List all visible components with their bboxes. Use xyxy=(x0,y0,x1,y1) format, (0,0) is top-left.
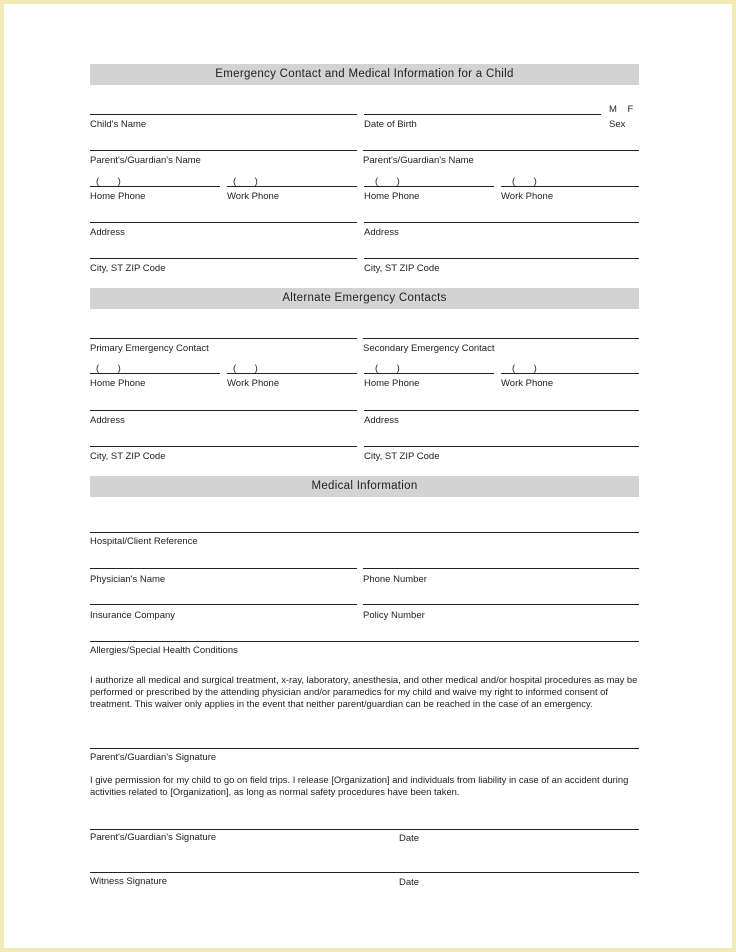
allergies-label: Allergies/Special Health Conditions xyxy=(90,645,238,656)
insurance-label: Insurance Company xyxy=(90,610,176,621)
secondary-contact-label: Secondary Emergency Contact xyxy=(363,343,495,354)
physician-field[interactable] xyxy=(90,568,357,569)
phone-area-code-3: ( ) xyxy=(375,176,400,187)
date-of-birth-field[interactable] xyxy=(364,114,601,115)
guardian-signature-label-2: Parent's/Guardian's Signature xyxy=(90,832,217,843)
primary-contact-label: Primary Emergency Contact xyxy=(90,343,209,354)
childs-name-label: Child's Name xyxy=(90,119,147,130)
date-of-birth-label: Date of Birth xyxy=(364,119,417,130)
address-label-4: Address xyxy=(364,415,399,426)
phone-area-code-2: ( ) xyxy=(233,176,258,187)
guardian-name-field-2[interactable] xyxy=(363,150,639,151)
work-phone-label-3: Work Phone xyxy=(227,378,280,389)
form-title: Emergency Contact and Medical Information for a Child xyxy=(90,64,639,85)
medical-info-heading: Medical Information xyxy=(90,476,639,497)
phone-area-code-8: ( ) xyxy=(512,363,537,374)
city-zip-label-2: City, ST ZIP Code xyxy=(364,263,440,274)
home-phone-label-3: Home Phone xyxy=(90,378,146,389)
city-zip-label-3: City, ST ZIP Code xyxy=(90,451,166,462)
address-field-1[interactable] xyxy=(90,222,357,223)
phone-area-code-4: ( ) xyxy=(512,176,537,187)
address-field-3[interactable] xyxy=(90,410,357,411)
field-trip-text: I give permission for my child to go on field trips. I release [Organization] and individuals from liability in case of an accident during activities related to [Organization], as long as normal safety procedures have been taken. xyxy=(90,774,629,797)
home-phone-label-4: Home Phone xyxy=(364,378,420,389)
work-phone-field-4[interactable] xyxy=(501,373,639,374)
phone-area-code-1: ( ) xyxy=(96,176,121,187)
childs-name-field[interactable] xyxy=(90,114,357,115)
city-zip-field-1[interactable] xyxy=(90,258,357,259)
work-phone-field-3[interactable] xyxy=(227,373,357,374)
witness-signature-field[interactable] xyxy=(90,872,639,873)
city-zip-field-4[interactable] xyxy=(364,446,639,447)
policy-label: Policy Number xyxy=(363,610,425,621)
city-zip-label-4: City, ST ZIP Code xyxy=(364,451,440,462)
home-phone-label-1: Home Phone xyxy=(90,191,146,202)
alternate-contacts-heading: Alternate Emergency Contacts xyxy=(90,288,639,309)
guardian-name-label-1: Parent's/Guardian's Name xyxy=(90,155,201,166)
home-phone-field-4[interactable] xyxy=(364,373,494,374)
guardian-name-label-2: Parent's/Guardian's Name xyxy=(363,155,474,166)
work-phone-label-1: Work Phone xyxy=(227,191,280,202)
home-phone-field-1[interactable] xyxy=(90,186,220,187)
phone-area-code-6: ( ) xyxy=(233,363,258,374)
sex-label: Sex xyxy=(609,119,626,130)
authorization-text: I authorize all medical and surgical treatment, x-ray, laboratory, anesthesia, and other medical and/or hospital procedures as may be performed or prescribed by the attending physician and/or paramedics for my child and waive my right to informed consent of treatment. This waiver only applies in the event that neither parent/guardian can be reached in the case of an emergency. xyxy=(90,674,638,709)
city-zip-label-1: City, ST ZIP Code xyxy=(90,263,166,274)
physician-phone-field[interactable] xyxy=(363,568,639,569)
home-phone-field-2[interactable] xyxy=(364,186,494,187)
guardian-name-field-1[interactable] xyxy=(90,150,357,151)
home-phone-label-2: Home Phone xyxy=(364,191,420,202)
phone-area-code-7: ( ) xyxy=(375,363,400,374)
primary-contact-field[interactable] xyxy=(90,338,357,339)
physician-label: Physician's Name xyxy=(90,574,166,585)
secondary-contact-field[interactable] xyxy=(363,338,639,339)
guardian-signature-label-1: Parent's/Guardian's Signature xyxy=(90,752,217,763)
work-phone-field-2[interactable] xyxy=(501,186,639,187)
home-phone-field-3[interactable] xyxy=(90,373,220,374)
city-zip-field-2[interactable] xyxy=(364,258,639,259)
date-label-1: Date xyxy=(399,833,420,844)
insurance-field[interactable] xyxy=(90,604,357,605)
address-field-2[interactable] xyxy=(364,222,639,223)
phone-area-code-5: ( ) xyxy=(96,363,121,374)
work-phone-label-4: Work Phone xyxy=(501,378,554,389)
policy-field[interactable] xyxy=(363,604,639,605)
allergies-field[interactable] xyxy=(90,641,639,642)
guardian-signature-field-1[interactable] xyxy=(90,748,639,749)
work-phone-field-1[interactable] xyxy=(227,186,357,187)
address-label-1: Address xyxy=(90,227,125,238)
city-zip-field-3[interactable] xyxy=(90,446,357,447)
address-field-4[interactable] xyxy=(364,410,639,411)
physician-phone-label: Phone Number xyxy=(363,574,427,585)
address-label-3: Address xyxy=(90,415,125,426)
hospital-label: Hospital/Client Reference xyxy=(90,536,198,547)
date-label-2: Date xyxy=(399,877,420,888)
witness-signature-label: Witness Signature xyxy=(90,876,168,887)
work-phone-label-2: Work Phone xyxy=(501,191,554,202)
guardian-signature-field-2[interactable] xyxy=(90,829,639,830)
address-label-2: Address xyxy=(364,227,399,238)
sex-options[interactable]: M F xyxy=(609,104,634,115)
hospital-field[interactable] xyxy=(90,532,639,533)
